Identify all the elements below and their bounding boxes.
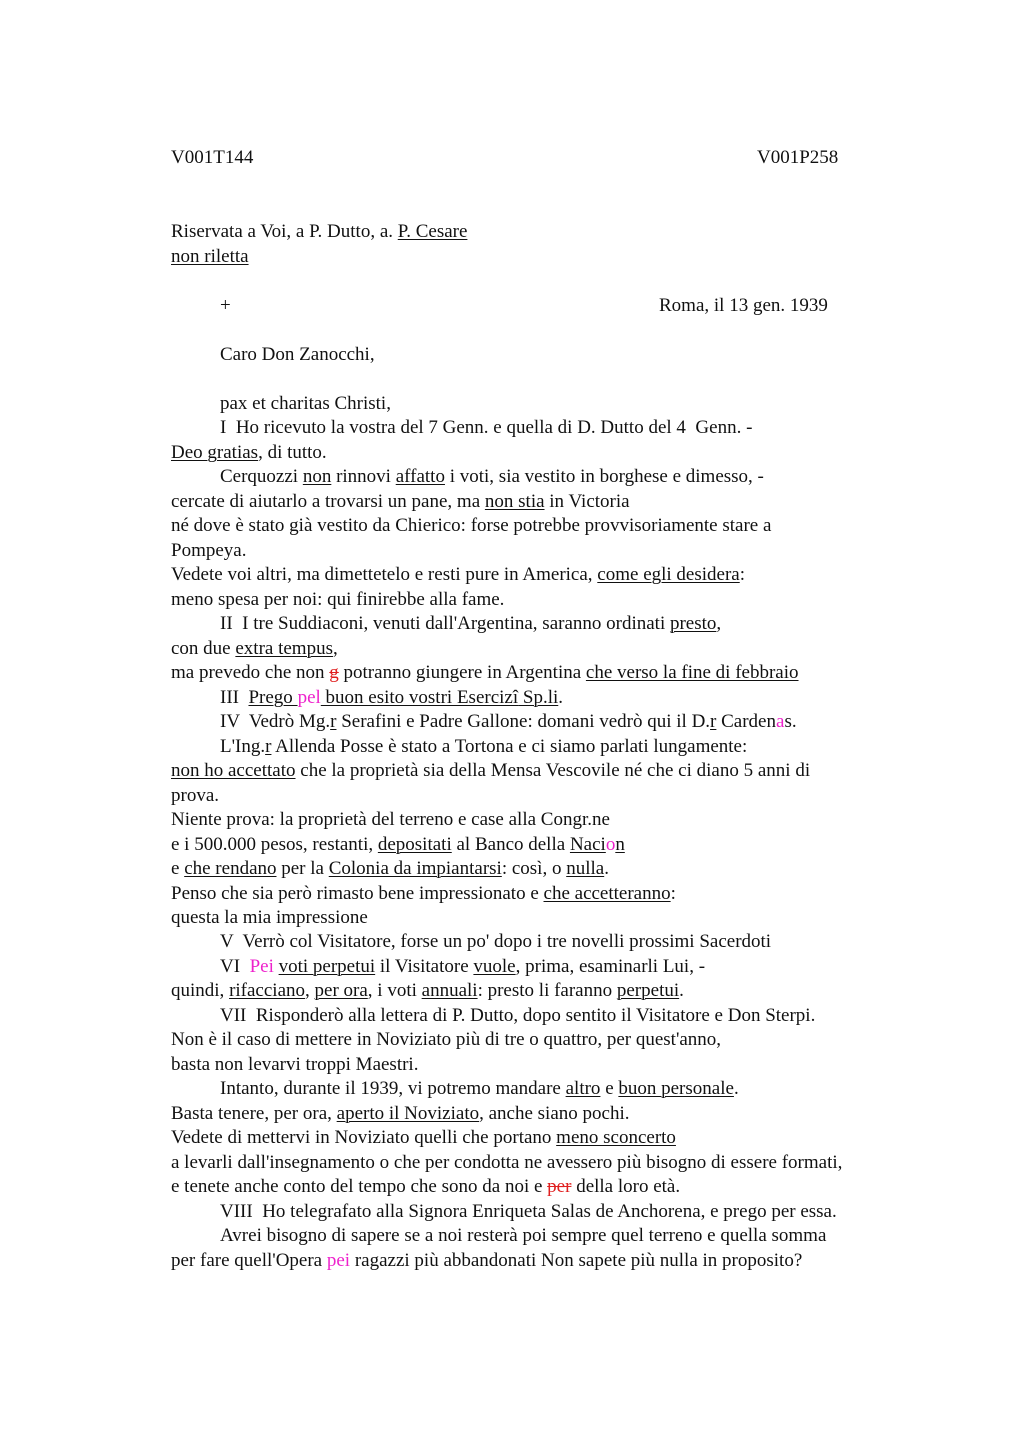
- letter-line: [171, 1151, 842, 1176]
- letter-line: [171, 1175, 680, 1200]
- underlined-text: aperto il Noviziato: [336, 1103, 480, 1124]
- letter-line: [171, 759, 810, 784]
- underlined-text: buon personale: [618, 1078, 734, 1099]
- text-run: al Banco della: [451, 834, 570, 855]
- text-run: e tenete anche conto del tempo che sono da noi e: [171, 1176, 548, 1197]
- inserted-text: Pei: [249, 956, 274, 977]
- text-run: Vedete di mettervi in Noviziato quelli che portano: [171, 1127, 557, 1148]
- text-run: .: [558, 687, 564, 708]
- underlined-text: che verso la fine di febbraio: [585, 662, 799, 683]
- text-run: II I tre Suddiaconi, venuti dall'Argentina, saranno ordinati: [220, 613, 670, 634]
- text-run: e: [600, 1078, 619, 1099]
- text-run: che la proprietà sia della Mensa Vescovile né che ci diano 5 anni di: [295, 760, 811, 781]
- text-run: i voti, sia vestito in borghese e dimesso, -: [444, 466, 764, 487]
- text-run: L'Ing.: [220, 736, 266, 757]
- letter-line: [220, 955, 705, 980]
- text-run: +: [220, 295, 231, 316]
- document-code-right: V001P258: [757, 147, 839, 168]
- text-run: basta non levarvi troppi Maestri.: [171, 1054, 419, 1075]
- underlined-text: r: [330, 711, 337, 732]
- underlined-text: che accetteranno: [543, 883, 671, 904]
- inserted-text: o: [605, 834, 616, 855]
- inserted-text: pei: [326, 1250, 351, 1271]
- text-run: :: [739, 564, 746, 585]
- text-run: s.: [784, 711, 797, 732]
- text-run: Avrei bisogno di sapere se a noi resterà poi sempre quel terreno e quella somma: [220, 1225, 827, 1246]
- text-run: a levarli dall'insegnamento o che per condotta ne avessero più bisogno di essere formati,: [171, 1152, 843, 1173]
- text-run: Non è il caso di mettere in Noviziato più di tre o quattro, per quest'anno,: [171, 1029, 722, 1050]
- letter-line: [220, 1004, 815, 1029]
- document-code-left: V001T144: [171, 147, 254, 168]
- text-run: della loro età.: [571, 1176, 681, 1197]
- inserted-text: a: [776, 711, 785, 732]
- letter-line: [171, 539, 246, 564]
- text-run: quindi,: [171, 980, 230, 1001]
- text-run: ,: [305, 980, 315, 1001]
- letter-line: [220, 1200, 837, 1225]
- text-run: ,: [716, 613, 722, 634]
- underlined-text: r: [710, 711, 717, 732]
- text-run: pax et charitas Christi,: [220, 393, 391, 414]
- deleted-text: per: [547, 1176, 572, 1197]
- text-run: I Ho ricevuto la vostra del 7 Genn. e quella di D. Dutto del 4 Genn. -: [220, 417, 753, 438]
- letter-line: [171, 1126, 676, 1151]
- underlined-text: annuali: [421, 980, 478, 1001]
- underlined-text: per ora: [314, 980, 368, 1001]
- text-run: Penso che sia però rimasto bene impressionato e: [171, 883, 544, 904]
- letter-line: [171, 588, 504, 613]
- text-run: il Visitatore: [375, 956, 474, 977]
- text-run: ragazzi più abbandonati Non sapete più nulla in proposito?: [350, 1250, 803, 1271]
- underlined-text: extra tempus: [235, 638, 333, 659]
- text-run: questa la mia impressione: [171, 907, 368, 928]
- text-run: III: [220, 687, 249, 708]
- text-run: Intanto, durante il 1939, vi potremo mandare: [220, 1078, 566, 1099]
- underlined-text: Sp.li: [518, 687, 559, 708]
- underlined-text: vuole: [473, 956, 516, 977]
- text-run: Serafini e Padre Gallone: domani vedrò qui il D.: [336, 711, 711, 732]
- underlined-text: meno sconcerto: [556, 1127, 676, 1148]
- text-run: Carden: [716, 711, 776, 732]
- underlined-text: come egli desidera: [597, 564, 740, 585]
- underlined-text: non riletta: [171, 246, 249, 267]
- underlined-text: perpetui: [616, 980, 680, 1001]
- text-run: rinnovi: [331, 466, 396, 487]
- text-run: .: [604, 858, 609, 879]
- letter-line: [171, 808, 610, 833]
- underlined-text: Colonia da impiantarsi: [328, 858, 502, 879]
- letter-line: [171, 979, 684, 1004]
- letter-line: [171, 563, 745, 588]
- underlined-text: presto: [669, 613, 717, 634]
- letter-line: [220, 735, 747, 760]
- underlined-text: non stia: [484, 491, 545, 512]
- text-run: VIII Ho telegrafato alla Signora Enriqueta Salas de Anchorena, e prego per essa.: [220, 1201, 837, 1222]
- letter-line: [220, 392, 391, 417]
- text-run: per fare quell'Opera: [171, 1250, 327, 1271]
- text-run: con due: [171, 638, 236, 659]
- letter-line: [171, 637, 338, 662]
- cross-mark: [220, 294, 231, 319]
- place-date: [659, 294, 828, 319]
- underlined-text: buon esito vostri Esercizi: [320, 687, 519, 708]
- letter-line: [220, 930, 771, 955]
- underlined-text: nulla: [566, 858, 605, 879]
- text-run: IV Vedrò Mg.: [220, 711, 331, 732]
- deleted-text: g: [329, 662, 339, 683]
- text-run: : presto li faranno: [477, 980, 617, 1001]
- text-run: cercate di aiutarlo a trovarsi un pane, ma: [171, 491, 485, 512]
- text-run: :: [670, 883, 676, 904]
- text-run: e i 500.000 pesos, restanti,: [171, 834, 378, 855]
- text-run: per la: [276, 858, 329, 879]
- letter-line: [220, 1077, 739, 1102]
- underlined-text: r: [265, 736, 272, 757]
- text-run: .: [679, 980, 684, 1001]
- letter-line: [220, 612, 721, 637]
- text-run: Vedete voi altri, ma dimettetelo e resti pure in America,: [171, 564, 598, 585]
- underlined-text: affatto: [395, 466, 445, 487]
- text-run: meno spesa per noi: qui finirebbe alla fame.: [171, 589, 505, 610]
- letter-line: [171, 833, 625, 858]
- letter-line: [171, 882, 676, 907]
- text-run: .: [733, 1078, 739, 1099]
- text-run: potranno giungere in Argentina: [338, 662, 586, 683]
- letter-line: [220, 710, 797, 735]
- letter-line: [171, 1053, 418, 1078]
- underlined-text: Prego: [248, 687, 298, 708]
- text-run: Roma, il 13 gen. 1939: [659, 295, 828, 316]
- text-run: Caro Don Zanocchi,: [220, 344, 375, 365]
- text-run: Riservata a Voi, a P. Dutto, a.: [171, 221, 398, 242]
- underlined-text: Deo gratias: [171, 442, 259, 463]
- text-run: Pompeya.: [171, 540, 247, 561]
- underlined-text: voti perpetui: [278, 956, 376, 977]
- underlined-text: non ho accettato: [171, 760, 296, 781]
- text-run: ,: [332, 638, 338, 659]
- underlined-text: Naci: [569, 834, 606, 855]
- underlined-text: depositati: [377, 834, 452, 855]
- text-run: Niente prova: la proprietà del terreno e case alla Congr.ne: [171, 809, 610, 830]
- letter-line: [171, 784, 219, 809]
- letter-line: [220, 686, 563, 711]
- text-run: in Victoria: [544, 491, 630, 512]
- letter-line: [171, 1249, 802, 1274]
- text-run: VII Risponderò alla lettera di P. Dutto, dopo sentito il Visitatore e Don Sterpi.: [220, 1005, 816, 1026]
- text-run: , i voti: [367, 980, 422, 1001]
- underlined-text: altro: [565, 1078, 601, 1099]
- text-run: , di tutto.: [258, 442, 327, 463]
- letter-line: [171, 1102, 629, 1127]
- salutation: [220, 343, 375, 368]
- text-run: prova.: [171, 785, 220, 806]
- text-run: Basta tenere, per ora,: [171, 1103, 337, 1124]
- underlined-text: non: [302, 466, 332, 487]
- text-run: ma prevedo che non: [171, 662, 330, 683]
- letter-line: [171, 906, 368, 931]
- text-run: Allenda Posse è stato a Tortona e ci siamo parlati lungamente:: [271, 736, 748, 757]
- underlined-text: che rendano: [184, 858, 277, 879]
- letter-line: [171, 857, 609, 882]
- text-run: : così, o: [501, 858, 567, 879]
- letter-line: [171, 514, 771, 539]
- underlined-text: P. Cesare: [397, 221, 468, 242]
- underlined-text: n: [615, 834, 625, 855]
- text-run: e: [171, 858, 185, 879]
- letter-line: [220, 1224, 826, 1249]
- letter-line: [171, 245, 249, 270]
- letter-line: [171, 441, 327, 466]
- underlined-text: rifacciano: [229, 980, 306, 1001]
- text-run: Cerquozzi: [220, 466, 303, 487]
- letter-line: [171, 661, 799, 686]
- letter-line: [171, 1028, 721, 1053]
- inserted-text: pel: [297, 687, 321, 708]
- letter-line: [220, 465, 764, 490]
- text-run: , prima, esaminarli Lui, -: [515, 956, 706, 977]
- text-run: né dove è stato già vestito da Chierico: forse potrebbe provvisoriamente stare a: [171, 515, 772, 536]
- text-run: , anche siano pochi.: [479, 1103, 630, 1124]
- letter-line: [171, 220, 467, 245]
- letter-line: [171, 490, 630, 515]
- letter-line: [220, 416, 752, 441]
- text-run: V Verrò col Visitatore, forse un po' dopo i tre novelli prossimi Sacerdoti: [220, 931, 772, 952]
- text-run: VI: [220, 956, 250, 977]
